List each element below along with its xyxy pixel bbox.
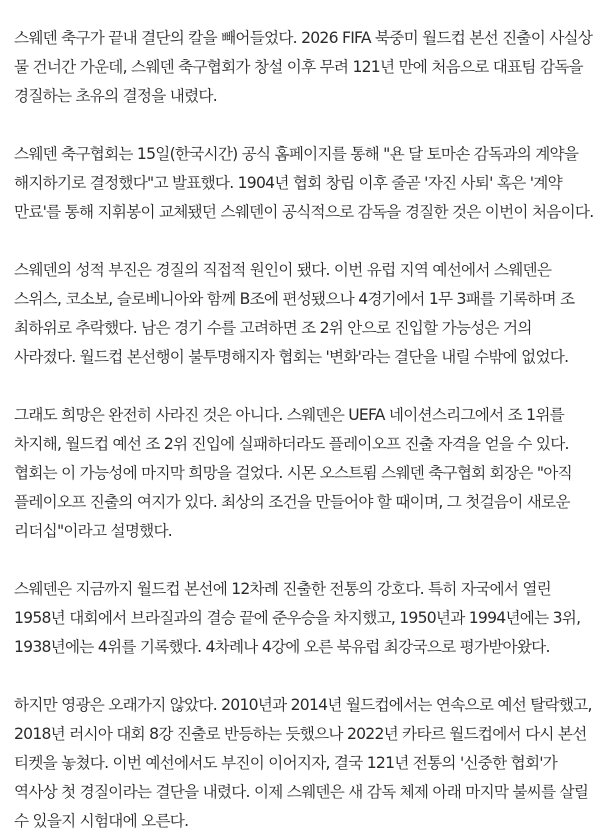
article-paragraph-3: 스웨덴의 성적 부진은 경질의 직접적 원인이 됐다. 이번 유럽 지역 예선에서 스웨덴은 스위스, 코소보, 슬로베니아와 함께 B조에 편성됐으나 4경기에서 1무 3패를 기록하며 조 최하위로 추락했다. 남은 경기 수를 고려하면 조 2위 안으로 진입할 가능성은 거의 사라졌다. 월드컵 본선행이 불투명해지자 협회는 '변화'라는 결단을 내릴 수밖에 없었다. xyxy=(14,261,575,366)
article-paragraph-6: 하지만 영광은 오래가지 않았다. 2010년과 2014년 월드컵에서는 연속으로 예선 탈락했고, 2018년 러시아 대회 8강 진출로 반등하는 듯했으나 2022년 카타르 월드컵에서 다시 본선 티켓을 놓쳤다. 이번 예선에서도 부진이 이어지자, 결국 121년 전통의 '신중한 협회'가 역사상 첫 경질이라는 결단을 내렸다. 이제 스웨덴은 새 감독 체제 아래 마지막 불씨를 살릴 수 있을지 시험대에 오른다. xyxy=(14,696,592,830)
article-paragraph-5: 스웨덴은 지금까지 월드컵 본선에 12차례 진출한 전통의 강호다. 특히 자국에서 열린 1958년 대회에서 브라질과의 결승 끝에 준우승을 차지했고, 1950년과 1994년에는 3위, 1938년에는 4위를 기록했다. 4차례나 4강에 오른 북유럽 최강국으로 평가받아왔다. xyxy=(14,580,581,656)
article-paragraph-4: 그래도 희망은 완전히 사라진 것은 아니다. 스웨덴은 UEFA 네이션스리그에서 조 1위를 차지해, 월드컵 예선 조 2위 진입에 실패하더라도 플레이오프 진출 자격을 얻을 수 있다. 협회는 이 가능성에 마지막 희망을 걸었다. 시몬 오스트룀 스웨덴 축구협회 회장은 "아직 플레이오프 진출의 여지가 있다. 최상의 조건을 만들어야 할 때이며, 그 첫걸음이 새로운 리더십"이라고 설명했다. xyxy=(14,406,572,540)
article-paragraph-2: 스웨덴 축구협회는 15일(한국시간) 공식 홈페이지를 통해 "욘 달 토마손 감독과의 계약을 해지하기로 결정했다"고 발표했다. 1904년 협회 창립 이후 줄곧 '자진 사퇴' 혹은 '계약 만료'를 통해 지휘봉이 교체됐던 스웨덴이 공식적으로 감독을 경질한 것은 이번이 처음이다. xyxy=(14,145,594,221)
article-paragraph-1: 스웨덴 축구가 끝내 결단의 칼을 빼어들었다. 2026 FIFA 북중미 월드컵 본선 진출이 사실상 물 건너간 가운데, 스웨덴 축구협회가 창설 이후 무려 121년 만에 처음으로 대표팀 감독을 경질하는 초유의 결정을 내렸다. xyxy=(14,29,593,105)
